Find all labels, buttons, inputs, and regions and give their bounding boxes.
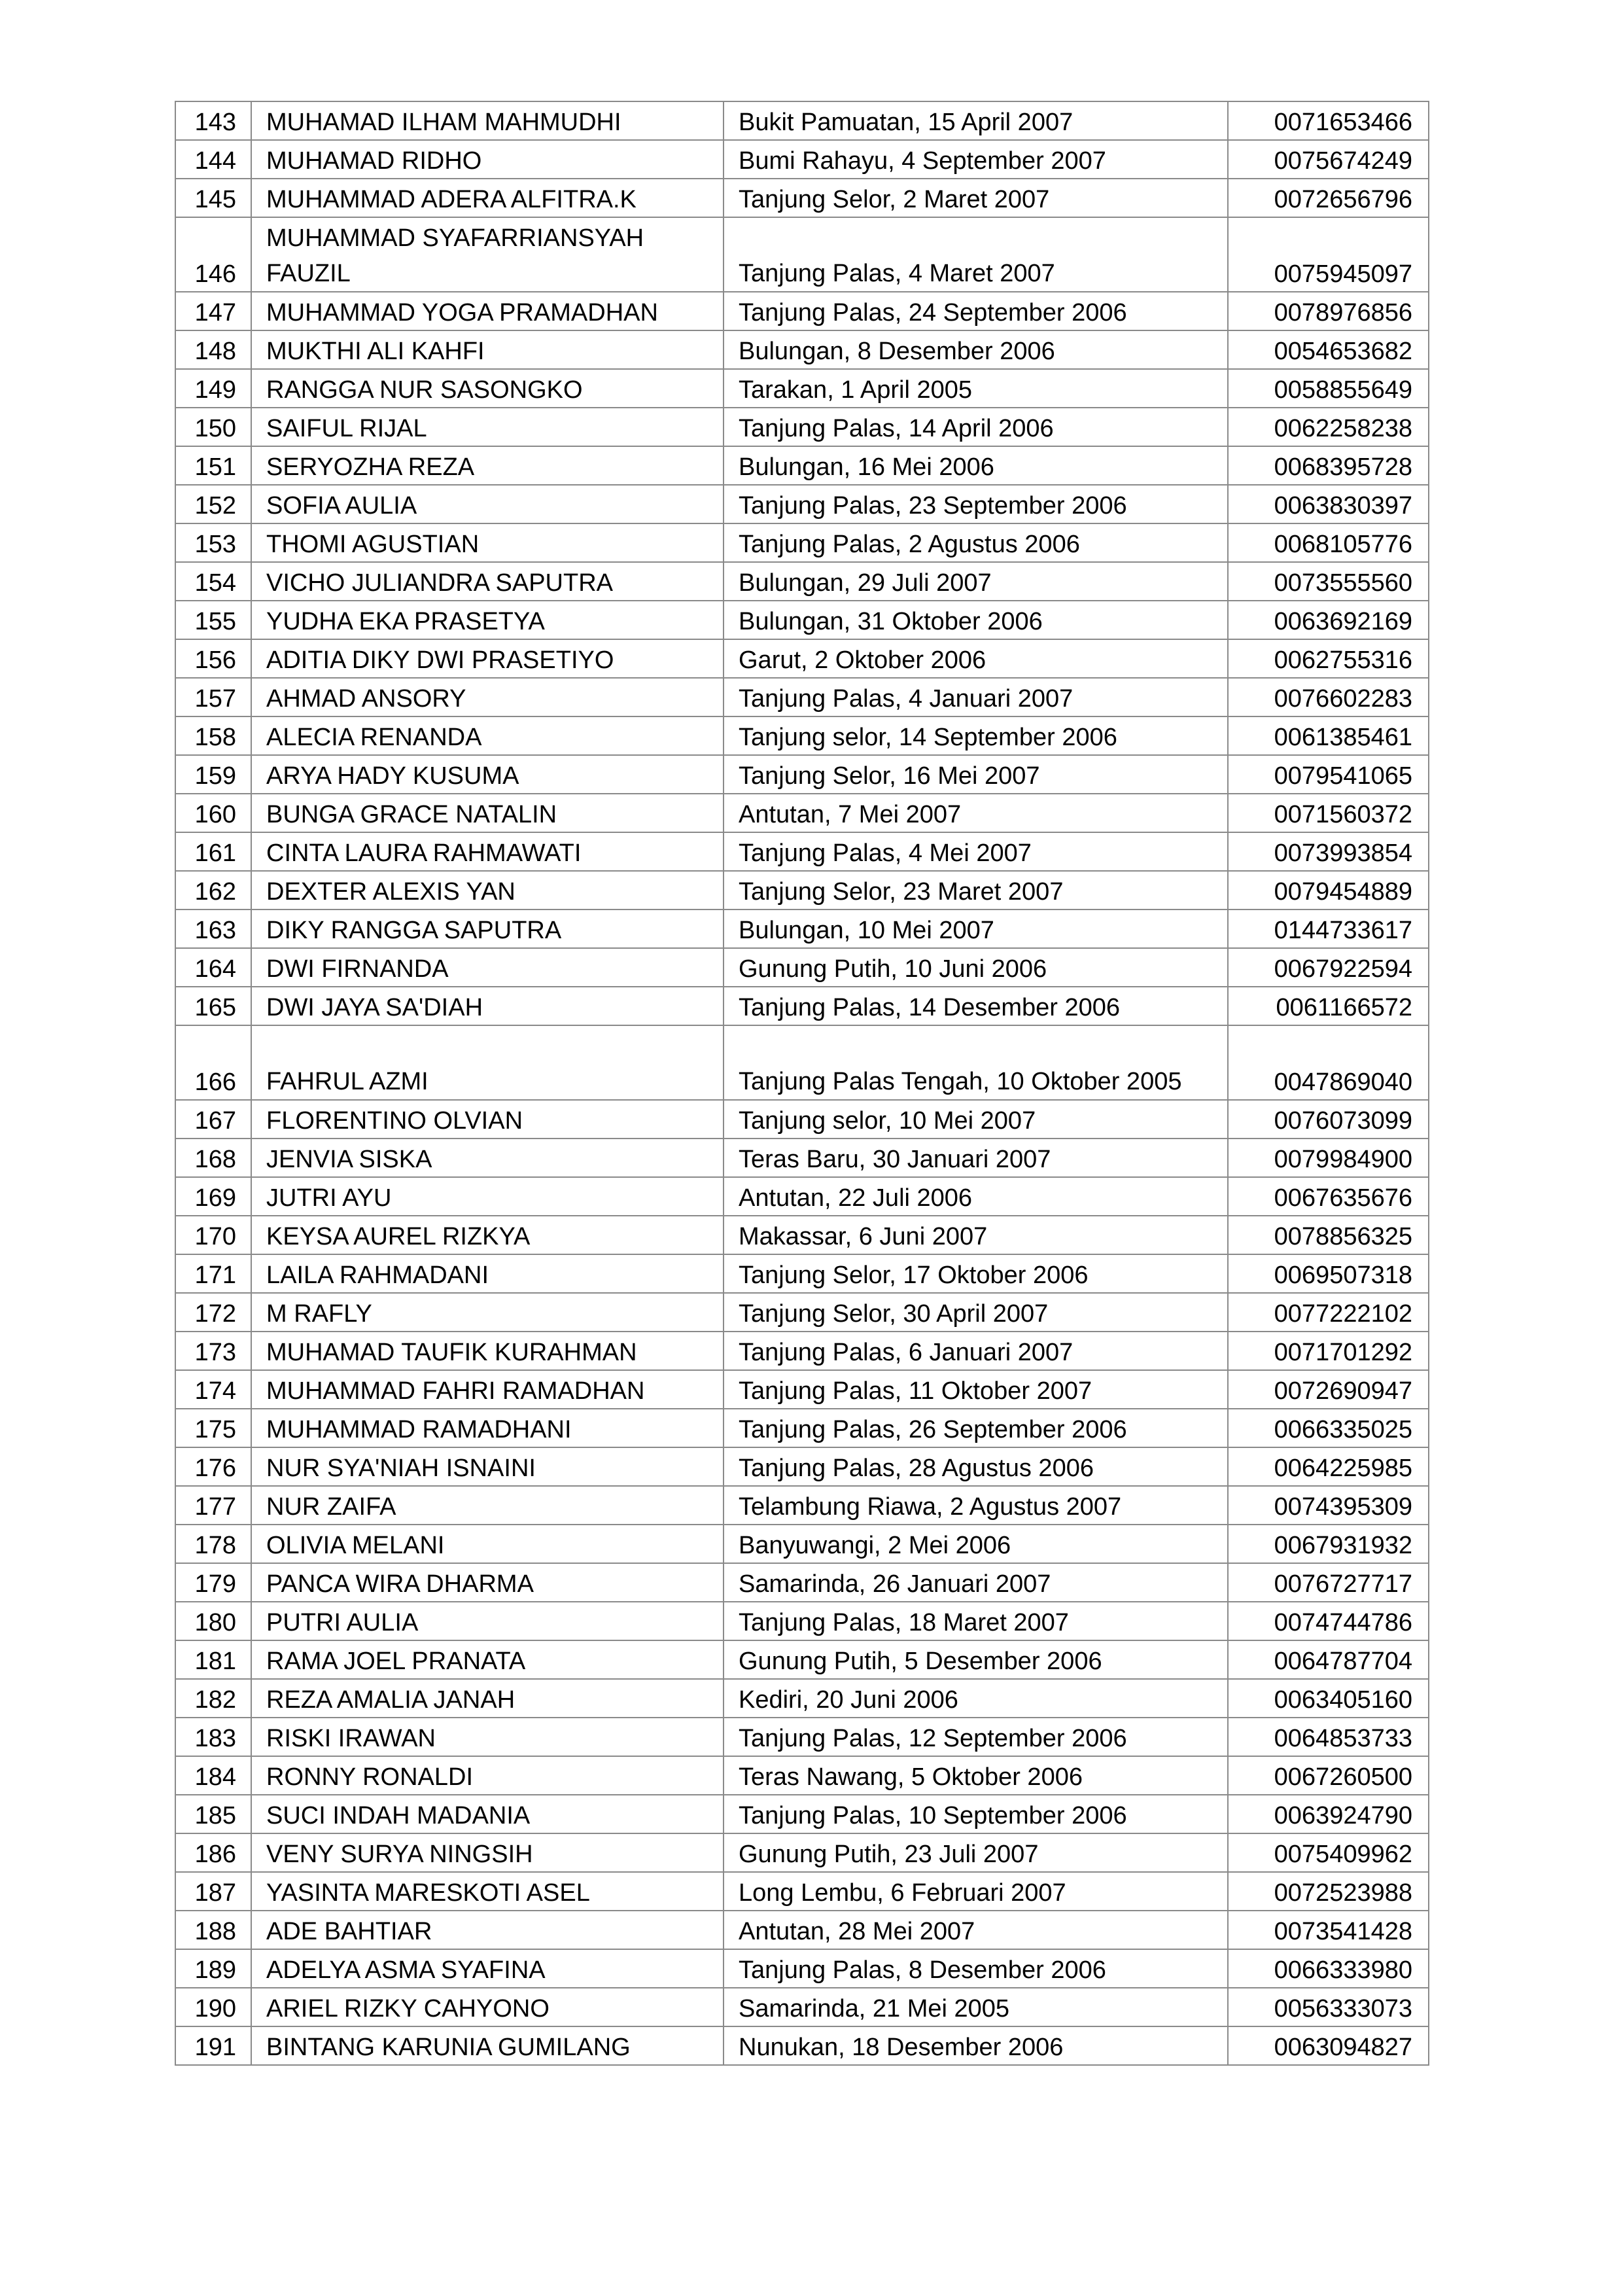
row-number-cell: 170 [175,1216,251,1254]
student-name-cell: SUCI INDAH MADANIA [251,1795,724,1833]
student-name-cell: ADE BAHTIAR [251,1911,724,1949]
student-id-cell: 0054653682 [1228,330,1429,369]
student-id-cell: 0066333980 [1228,1949,1429,1988]
birth-place-date-cell: Nunukan, 18 Desember 2006 [724,2026,1228,2065]
table-row [175,948,1429,987]
table-row [175,1679,1429,1718]
table-row [175,408,1429,446]
table-row [175,217,1429,292]
student-id-cell: 0077222102 [1228,1293,1429,1332]
student-id-cell: 0071560372 [1228,794,1429,832]
student-id-cell: 0075409962 [1228,1833,1429,1872]
student-id-cell: 0072690947 [1228,1370,1429,1409]
birth-place-date-cell: Samarinda, 21 Mei 2005 [724,1988,1228,2026]
birth-place-date-cell: Gunung Putih, 23 Juli 2007 [724,1833,1228,1872]
student-id-cell: 0063692169 [1228,601,1429,639]
table-row [175,446,1429,485]
student-name-cell: MUHAMMAD RAMADHANI [251,1409,724,1447]
birth-place-date-cell: Tanjung Palas, 4 Mei 2007 [724,832,1228,871]
row-number-cell: 171 [175,1254,251,1293]
table-row [175,716,1429,755]
row-number-cell: 179 [175,1563,251,1602]
student-id-cell: 0078856325 [1228,1216,1429,1254]
birth-place-date-cell: Tarakan, 1 April 2005 [724,369,1228,408]
student-name-cell: KEYSA AUREL RIZKYA [251,1216,724,1254]
birth-place-date-cell: Tanjung Palas, 4 Maret 2007 [724,217,1228,292]
student-name-cell: DIKY RANGGA SAPUTRA [251,910,724,948]
table-row [175,1177,1429,1216]
student-name-cell: OLIVIA MELANI [251,1525,724,1563]
row-number-cell: 154 [175,562,251,601]
student-id-cell: 0062258238 [1228,408,1429,446]
row-number-cell: 158 [175,716,251,755]
table-row [175,1525,1429,1563]
student-id-cell: 0075945097 [1228,217,1429,292]
birth-place-date-cell: Tanjung Palas, 28 Agustus 2006 [724,1447,1228,1486]
table-row [175,639,1429,678]
row-number-cell: 172 [175,1293,251,1332]
birth-place-date-cell: Tanjung Selor, 17 Oktober 2006 [724,1254,1228,1293]
table-row [175,1911,1429,1949]
table-row [175,601,1429,639]
birth-place-date-cell: Tanjung Palas, 14 April 2006 [724,408,1228,446]
table-row [175,1293,1429,1332]
birth-place-date-cell: Tanjung Palas, 14 Desember 2006 [724,987,1228,1025]
table-row [175,910,1429,948]
birth-place-date-cell: Gunung Putih, 5 Desember 2006 [724,1640,1228,1679]
student-id-cell: 0064787704 [1228,1640,1429,1679]
student-id-cell: 0076727717 [1228,1563,1429,1602]
row-number-cell: 155 [175,601,251,639]
student-id-cell: 0067635676 [1228,1177,1429,1216]
student-name-cell: RISKI IRAWAN [251,1718,724,1756]
student-name-cell: SAIFUL RIJAL [251,408,724,446]
table-row [175,1447,1429,1486]
row-number-cell: 161 [175,832,251,871]
table-row [175,1563,1429,1602]
student-id-cell: 0074744786 [1228,1602,1429,1640]
student-name-cell: NUR ZAIFA [251,1486,724,1525]
student-id-cell: 0073541428 [1228,1911,1429,1949]
birth-place-date-cell: Tanjung selor, 14 September 2006 [724,716,1228,755]
table-row [175,1100,1429,1139]
row-number-cell: 160 [175,794,251,832]
student-id-cell: 0056333073 [1228,1988,1429,2026]
row-number-cell: 147 [175,292,251,330]
birth-place-date-cell: Makassar, 6 Juni 2007 [724,1216,1228,1254]
student-name-cell: FAHRUL AZMI [251,1025,724,1100]
student-name-cell: LAILA RAHMADANI [251,1254,724,1293]
row-number-cell: 187 [175,1872,251,1911]
birth-place-date-cell: Antutan, 22 Juli 2006 [724,1177,1228,1216]
row-number-cell: 148 [175,330,251,369]
table-row [175,2026,1429,2065]
birth-place-date-cell: Bulungan, 8 Desember 2006 [724,330,1228,369]
student-id-cell: 0063830397 [1228,485,1429,523]
student-name-cell: PANCA WIRA DHARMA [251,1563,724,1602]
student-name-cell: REZA AMALIA JANAH [251,1679,724,1718]
row-number-cell: 174 [175,1370,251,1409]
student-id-cell: 0067922594 [1228,948,1429,987]
row-number-cell: 176 [175,1447,251,1486]
student-id-cell: 0047869040 [1228,1025,1429,1100]
birth-place-date-cell: Tanjung Palas, 11 Oktober 2007 [724,1370,1228,1409]
student-name-cell: ARIEL RIZKY CAHYONO [251,1988,724,2026]
table-row [175,1602,1429,1640]
table-row [175,871,1429,910]
row-number-cell: 167 [175,1100,251,1139]
table-row [175,1640,1429,1679]
row-number-cell: 165 [175,987,251,1025]
row-number-cell: 185 [175,1795,251,1833]
row-number-cell: 168 [175,1139,251,1177]
student-id-cell: 0063924790 [1228,1795,1429,1833]
student-id-cell: 0068395728 [1228,446,1429,485]
birth-place-date-cell: Teras Baru, 30 Januari 2007 [724,1139,1228,1177]
student-name-cell: SOFIA AULIA [251,485,724,523]
table-row [175,523,1429,562]
table-row [175,1025,1429,1100]
table-row [175,1949,1429,1988]
student-id-cell: 0144733617 [1228,910,1429,948]
table-row [175,140,1429,179]
row-number-cell: 173 [175,1332,251,1370]
student-id-cell: 0063094827 [1228,2026,1429,2065]
birth-place-date-cell: Bumi Rahayu, 4 September 2007 [724,140,1228,179]
student-id-cell: 0079454889 [1228,871,1429,910]
student-name-cell: VENY SURYA NINGSIH [251,1833,724,1872]
birth-place-date-cell: Tanjung selor, 10 Mei 2007 [724,1100,1228,1139]
student-id-cell: 0069507318 [1228,1254,1429,1293]
row-number-cell: 177 [175,1486,251,1525]
birth-place-date-cell: Long Lembu, 6 Februari 2007 [724,1872,1228,1911]
student-name-cell: MUHAMMAD SYAFARRIANSYAH FAUZIL [251,217,724,292]
row-number-cell: 186 [175,1833,251,1872]
student-name-cell: ARYA HADY KUSUMA [251,755,724,794]
student-name-cell: MUKTHI ALI KAHFI [251,330,724,369]
student-name-cell: ALECIA RENANDA [251,716,724,755]
row-number-cell: 164 [175,948,251,987]
birth-place-date-cell: Teras Nawang, 5 Oktober 2006 [724,1756,1228,1795]
birth-place-date-cell: Tanjung Palas, 10 September 2006 [724,1795,1228,1833]
row-number-cell: 184 [175,1756,251,1795]
student-id-cell: 0071701292 [1228,1332,1429,1370]
table-row [175,1139,1429,1177]
table-row [175,1332,1429,1370]
student-name-cell: VICHO JULIANDRA SAPUTRA [251,562,724,601]
student-id-cell: 0073993854 [1228,832,1429,871]
birth-place-date-cell: Tanjung Palas, 18 Maret 2007 [724,1602,1228,1640]
student-id-cell: 0058855649 [1228,369,1429,408]
birth-place-date-cell: Bulungan, 16 Mei 2006 [724,446,1228,485]
birth-place-date-cell: Tanjung Palas, 6 Januari 2007 [724,1332,1228,1370]
birth-place-date-cell: Bulungan, 29 Juli 2007 [724,562,1228,601]
table-row [175,1718,1429,1756]
student-id-cell: 0061166572 [1228,987,1429,1025]
birth-place-date-cell: Tanjung Selor, 16 Mei 2007 [724,755,1228,794]
student-id-cell: 0072656796 [1228,179,1429,217]
student-name-cell: YASINTA MARESKOTI ASEL [251,1872,724,1911]
student-name-cell: YUDHA EKA PRASETYA [251,601,724,639]
student-name-cell: CINTA LAURA RAHMAWATI [251,832,724,871]
student-name-cell: DWI JAYA SA'DIAH [251,987,724,1025]
student-id-cell: 0068105776 [1228,523,1429,562]
row-number-cell: 156 [175,639,251,678]
row-number-cell: 159 [175,755,251,794]
student-name-cell: MUHAMAD RIDHO [251,140,724,179]
table-row [175,678,1429,716]
student-name-cell: MUHAMMAD YOGA PRAMADHAN [251,292,724,330]
student-id-cell: 0064853733 [1228,1718,1429,1756]
birth-place-date-cell: Bulungan, 10 Mei 2007 [724,910,1228,948]
table-row [175,1833,1429,1872]
table-row [175,330,1429,369]
birth-place-date-cell: Tanjung Selor, 30 April 2007 [724,1293,1228,1332]
birth-place-date-cell: Tanjung Palas, 8 Desember 2006 [724,1949,1228,1988]
row-number-cell: 190 [175,1988,251,2026]
row-number-cell: 183 [175,1718,251,1756]
table-row [175,485,1429,523]
row-number-cell: 191 [175,2026,251,2065]
table-row [175,1756,1429,1795]
student-id-cell: 0064225985 [1228,1447,1429,1486]
student-id-cell: 0078976856 [1228,292,1429,330]
birth-place-date-cell: Tanjung Palas, 24 September 2006 [724,292,1228,330]
student-name-cell: DEXTER ALEXIS YAN [251,871,724,910]
birth-place-date-cell: Tanjung Palas, 26 September 2006 [724,1409,1228,1447]
birth-place-date-cell: Bukit Pamuatan, 15 April 2007 [724,101,1228,140]
birth-place-date-cell: Telambung Riawa, 2 Agustus 2007 [724,1486,1228,1525]
birth-place-date-cell: Tanjung Selor, 2 Maret 2007 [724,179,1228,217]
row-number-cell: 178 [175,1525,251,1563]
birth-place-date-cell: Tanjung Palas, 12 September 2006 [724,1718,1228,1756]
student-name-cell: RONNY RONALDI [251,1756,724,1795]
student-name-cell: AHMAD ANSORY [251,678,724,716]
table-row [175,1254,1429,1293]
table-row [175,1988,1429,2026]
row-number-cell: 149 [175,369,251,408]
student-name-cell: M RAFLY [251,1293,724,1332]
table-row [175,755,1429,794]
birth-place-date-cell: Kediri, 20 Juni 2006 [724,1679,1228,1718]
student-name-cell: MUHAMMAD FAHRI RAMADHAN [251,1370,724,1409]
student-id-cell: 0076073099 [1228,1100,1429,1139]
table-row [175,369,1429,408]
student-name-cell: JENVIA SISKA [251,1139,724,1177]
student-name-cell: NUR SYA'NIAH ISNAINI [251,1447,724,1486]
student-id-cell: 0075674249 [1228,140,1429,179]
table-row [175,1216,1429,1254]
table-row [175,1795,1429,1833]
student-id-cell: 0063405160 [1228,1679,1429,1718]
row-number-cell: 163 [175,910,251,948]
row-number-cell: 144 [175,140,251,179]
birth-place-date-cell: Tanjung Selor, 23 Maret 2007 [724,871,1228,910]
birth-place-date-cell: Tanjung Palas, 4 Januari 2007 [724,678,1228,716]
table-row [175,987,1429,1025]
table-row [175,1486,1429,1525]
student-id-cell: 0062755316 [1228,639,1429,678]
student-id-cell: 0076602283 [1228,678,1429,716]
birth-place-date-cell: Tanjung Palas, 2 Agustus 2006 [724,523,1228,562]
row-number-cell: 143 [175,101,251,140]
student-name-cell: JUTRI AYU [251,1177,724,1216]
row-number-cell: 166 [175,1025,251,1100]
student-id-cell: 0079984900 [1228,1139,1429,1177]
student-name-cell: FLORENTINO OLVIAN [251,1100,724,1139]
table-row [175,794,1429,832]
row-number-cell: 188 [175,1911,251,1949]
row-number-cell: 150 [175,408,251,446]
table-row [175,1872,1429,1911]
student-name-cell: RAMA JOEL PRANATA [251,1640,724,1679]
student-name-cell: SERYOZHA REZA [251,446,724,485]
student-id-cell: 0067260500 [1228,1756,1429,1795]
row-number-cell: 146 [175,217,251,292]
row-number-cell: 180 [175,1602,251,1640]
student-name-cell: PUTRI AULIA [251,1602,724,1640]
row-number-cell: 182 [175,1679,251,1718]
row-number-cell: 175 [175,1409,251,1447]
birth-place-date-cell: Samarinda, 26 Januari 2007 [724,1563,1228,1602]
student-name-cell: ADELYA ASMA SYAFINA [251,1949,724,1988]
row-number-cell: 189 [175,1949,251,1988]
student-name-cell: THOMI AGUSTIAN [251,523,724,562]
student-id-cell: 0061385461 [1228,716,1429,755]
row-number-cell: 145 [175,179,251,217]
birth-place-date-cell: Tanjung Palas, 23 September 2006 [724,485,1228,523]
student-name-cell: MUHAMAD ILHAM MAHMUDHI [251,101,724,140]
table-row [175,562,1429,601]
student-name-cell: MUHAMAD TAUFIK KURAHMAN [251,1332,724,1370]
student-id-cell: 0067931932 [1228,1525,1429,1563]
row-number-cell: 153 [175,523,251,562]
student-id-cell: 0074395309 [1228,1486,1429,1525]
student-table-body [175,101,1429,2065]
table-row [175,832,1429,871]
birth-place-date-cell: Antutan, 28 Mei 2007 [724,1911,1228,1949]
table-row [175,179,1429,217]
student-name-cell: RANGGA NUR SASONGKO [251,369,724,408]
row-number-cell: 157 [175,678,251,716]
birth-place-date-cell: Gunung Putih, 10 Juni 2006 [724,948,1228,987]
birth-place-date-cell: Banyuwangi, 2 Mei 2006 [724,1525,1228,1563]
student-id-cell: 0073555560 [1228,562,1429,601]
birth-place-date-cell: Bulungan, 31 Oktober 2006 [724,601,1228,639]
table-row [175,1370,1429,1409]
student-table [175,101,1429,2066]
birth-place-date-cell: Tanjung Palas Tengah, 10 Oktober 2005 [724,1025,1228,1100]
table-row [175,292,1429,330]
student-name-cell: MUHAMMAD ADERA ALFITRA.K [251,179,724,217]
student-id-cell: 0079541065 [1228,755,1429,794]
student-name-cell: ADITIA DIKY DWI PRASETIYO [251,639,724,678]
row-number-cell: 169 [175,1177,251,1216]
row-number-cell: 181 [175,1640,251,1679]
student-name-cell: BINTANG KARUNIA GUMILANG [251,2026,724,2065]
birth-place-date-cell: Garut, 2 Oktober 2006 [724,639,1228,678]
table-row [175,101,1429,140]
row-number-cell: 151 [175,446,251,485]
row-number-cell: 152 [175,485,251,523]
birth-place-date-cell: Antutan, 7 Mei 2007 [724,794,1228,832]
student-id-cell: 0071653466 [1228,101,1429,140]
student-name-cell: BUNGA GRACE NATALIN [251,794,724,832]
table-row [175,1409,1429,1447]
student-name-cell: DWI FIRNANDA [251,948,724,987]
row-number-cell: 162 [175,871,251,910]
student-id-cell: 0066335025 [1228,1409,1429,1447]
student-id-cell: 0072523988 [1228,1872,1429,1911]
